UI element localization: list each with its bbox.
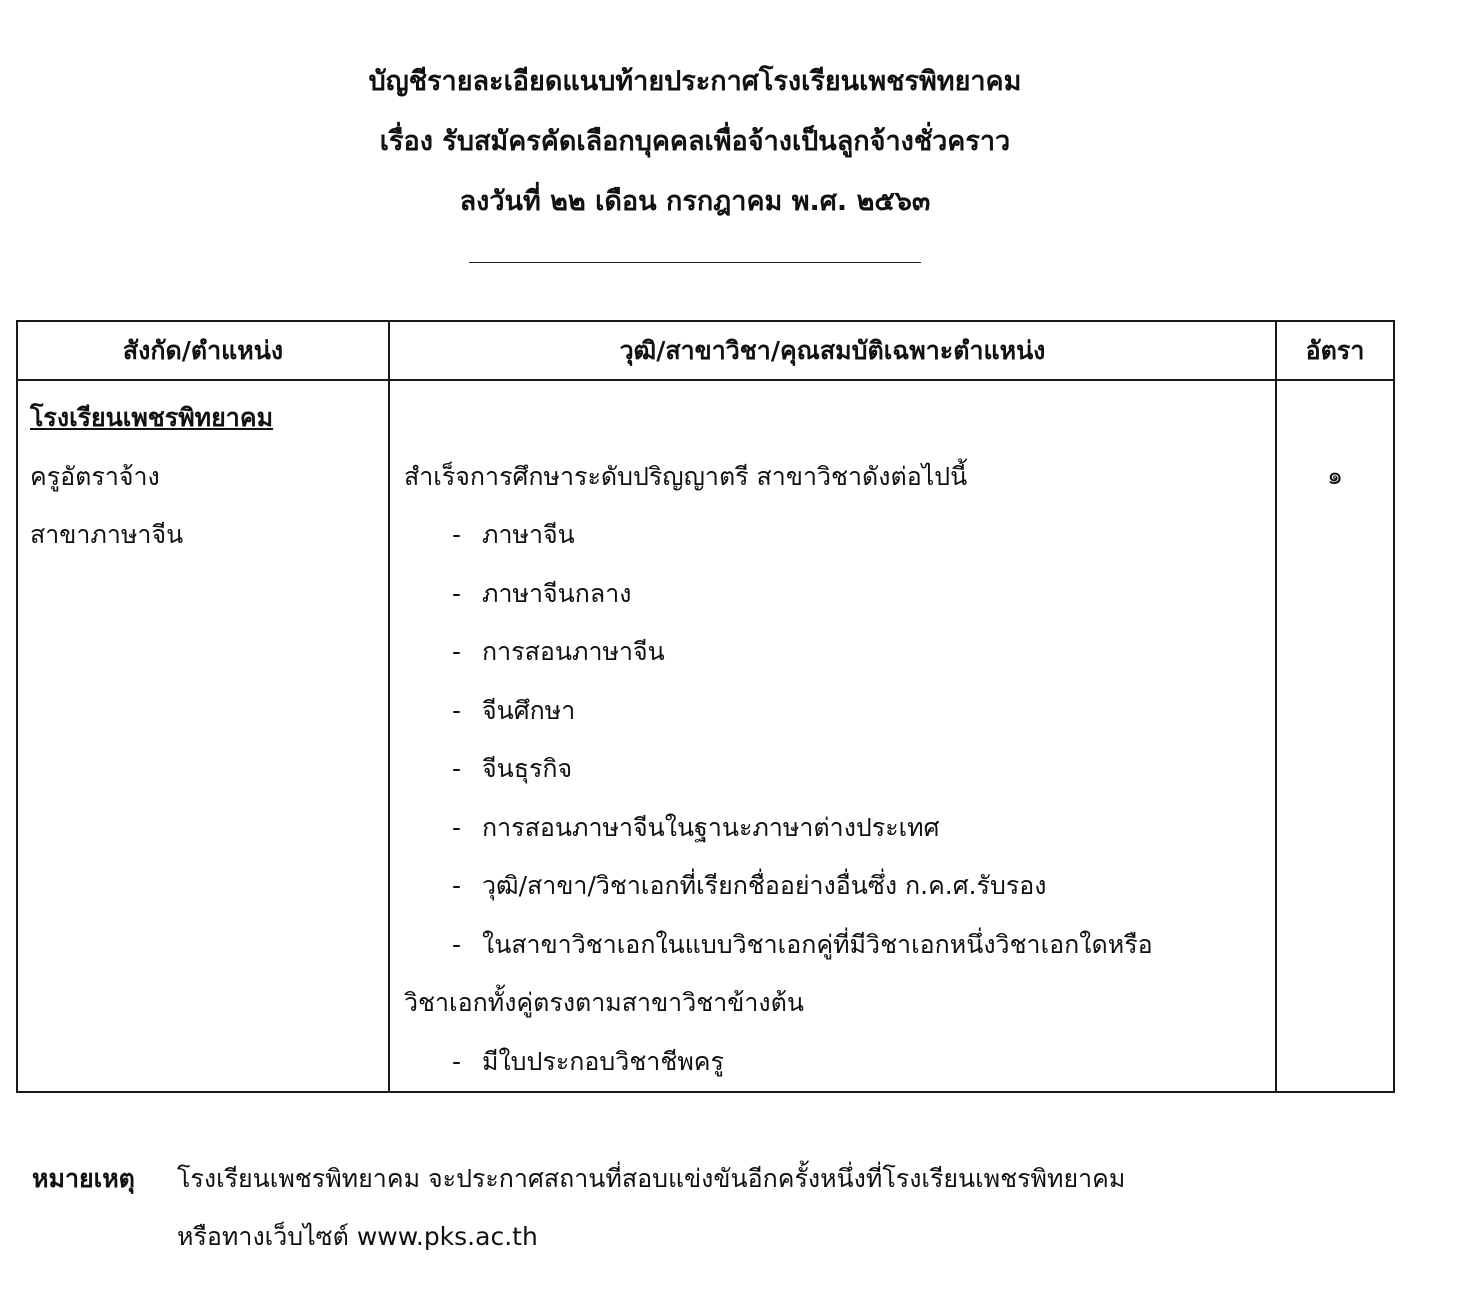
list-item: - ในสาขาวิชาเอกในแบบวิชาเอกคู่ที่มีวิชาเอกหนึ่งวิชาเอกใดหรือ <box>452 929 1153 959</box>
header-subject: เรื่อง รับสมัครคัดเลือกบุคคลเพื่อจ้างเป็นลูกจ้างชั่วคราว <box>379 126 1011 157</box>
qualification-intro: สำเร็จการศึกษาระดับปริญญาตรี สาขาวิชาดังต่อไปนี้ <box>404 461 968 491</box>
header-date: ลงวันที่ ๒๒ เดือน กรกฎาคม พ.ศ. ๒๕๖๓ <box>459 186 931 217</box>
rate-cell <box>1276 380 1394 1092</box>
subject-name: สาขาภาษาจีน <box>30 520 184 549</box>
list-item: - จีนธุรกิจ <box>452 754 573 783</box>
list-item: - การสอนภาษาจีนในฐานะภาษาต่างประเทศ <box>452 812 940 842</box>
list-item: - ภาษาจีนกลาง <box>452 578 632 608</box>
note-text-1: โรงเรียนเพชรพิทยาคม จะประกาศสถานที่สอบแข่งขันอีกครั้งหนึ่งที่โรงเรียนเพชรพิทยาคม <box>177 1164 1126 1193</box>
header-divider <box>469 262 921 263</box>
table-header-row <box>17 321 1394 380</box>
header-rate: อัตรา <box>1276 321 1394 380</box>
note-line-1 <box>32 1150 1125 1208</box>
header-affiliation: สังกัด/ตำแหน่ง <box>17 321 389 380</box>
note-text-2: หรือทางเว็บไซต์ www.pks.ac.th <box>177 1222 538 1251</box>
note-section <box>32 1150 1125 1266</box>
position-table <box>16 320 1395 1093</box>
rate-value: ๑ <box>1327 461 1343 490</box>
list-item: - การสอนภาษาจีน <box>452 637 665 666</box>
header-title: บัญชีรายละเอียดแนบท้ายประกาศโรงเรียนเพชรพิทยาคม <box>368 66 1022 97</box>
list-item-continuation: วิชาเอกทั้งคู่ตรงตามสาขาวิชาข้างต้น <box>404 988 804 1017</box>
school-name: โรงเรียนเพชรพิทยาคม <box>30 403 274 432</box>
list-item: - ภาษาจีน <box>452 520 575 549</box>
header-qualification: วุฒิ/สาขาวิชา/คุณสมบัติเฉพาะตำแหน่ง <box>389 321 1276 380</box>
list-item: - มีใบประกอบวิชาชีพครู <box>452 1046 724 1076</box>
list-item: - จีนศึกษา <box>452 695 576 725</box>
affiliation-cell <box>17 380 389 1092</box>
table-row <box>17 380 1394 1092</box>
position-name: ครูอัตราจ้าง <box>30 461 160 491</box>
qualification-cell <box>389 380 1276 1092</box>
list-item: - วุฒิ/สาขา/วิชาเอกที่เรียกชื่ออย่างอื่นซึ่ง ก.ค.ศ.รับรอง <box>452 871 1047 900</box>
note-label: หมายเหตุ <box>32 1164 135 1193</box>
